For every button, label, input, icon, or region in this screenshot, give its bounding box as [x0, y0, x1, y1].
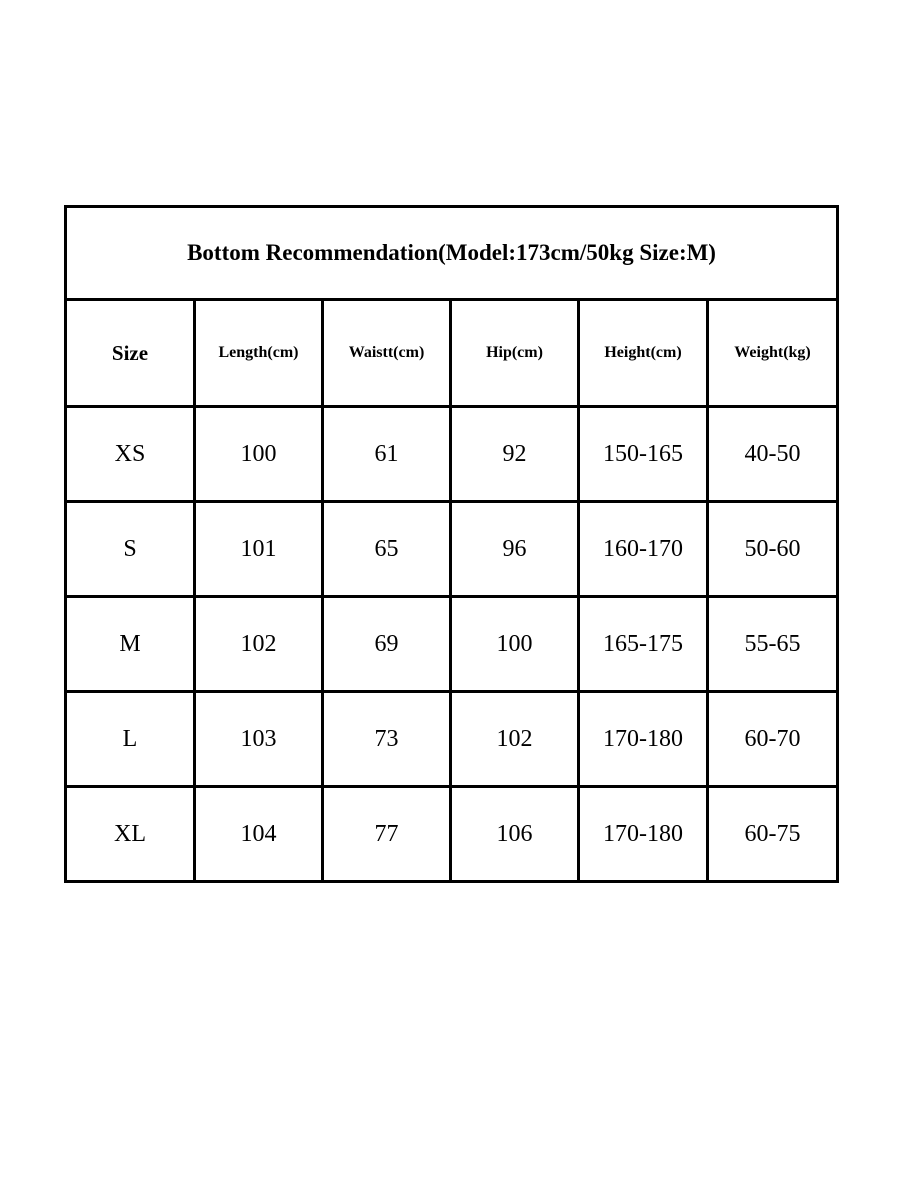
cell-hip: 92 [451, 407, 579, 502]
title-row [66, 207, 838, 300]
header-waist: Waistt(cm) [323, 300, 451, 407]
table-row [66, 597, 838, 692]
cell-height: 165-175 [579, 597, 708, 692]
cell-size: M [66, 597, 195, 692]
cell-weight: 60-70 [708, 692, 838, 787]
table-row [66, 502, 838, 597]
table-row [66, 407, 838, 502]
cell-weight: 40-50 [708, 407, 838, 502]
header-height: Height(cm) [579, 300, 708, 407]
cell-hip: 96 [451, 502, 579, 597]
cell-weight: 50-60 [708, 502, 838, 597]
cell-waist: 65 [323, 502, 451, 597]
cell-length: 103 [195, 692, 323, 787]
cell-length: 100 [195, 407, 323, 502]
cell-length: 101 [195, 502, 323, 597]
cell-size: L [66, 692, 195, 787]
header-row [66, 300, 838, 407]
cell-length: 104 [195, 787, 323, 882]
cell-hip: 100 [451, 597, 579, 692]
cell-height: 150-165 [579, 407, 708, 502]
cell-waist: 73 [323, 692, 451, 787]
cell-height: 160-170 [579, 502, 708, 597]
cell-height: 170-180 [579, 692, 708, 787]
cell-length: 102 [195, 597, 323, 692]
cell-waist: 77 [323, 787, 451, 882]
header-length: Length(cm) [195, 300, 323, 407]
cell-hip: 106 [451, 787, 579, 882]
size-chart-table [64, 205, 839, 883]
cell-waist: 61 [323, 407, 451, 502]
cell-size: XL [66, 787, 195, 882]
header-hip: Hip(cm) [451, 300, 579, 407]
cell-waist: 69 [323, 597, 451, 692]
cell-size: XS [66, 407, 195, 502]
table-row [66, 787, 838, 882]
cell-size: S [66, 502, 195, 597]
table-title: Bottom Recommendation(Model:173cm/50kg Size:M) [66, 207, 838, 300]
cell-hip: 102 [451, 692, 579, 787]
cell-height: 170-180 [579, 787, 708, 882]
cell-weight: 55-65 [708, 597, 838, 692]
table-row [66, 692, 838, 787]
header-weight: Weight(kg) [708, 300, 838, 407]
header-size: Size [66, 300, 195, 407]
cell-weight: 60-75 [708, 787, 838, 882]
